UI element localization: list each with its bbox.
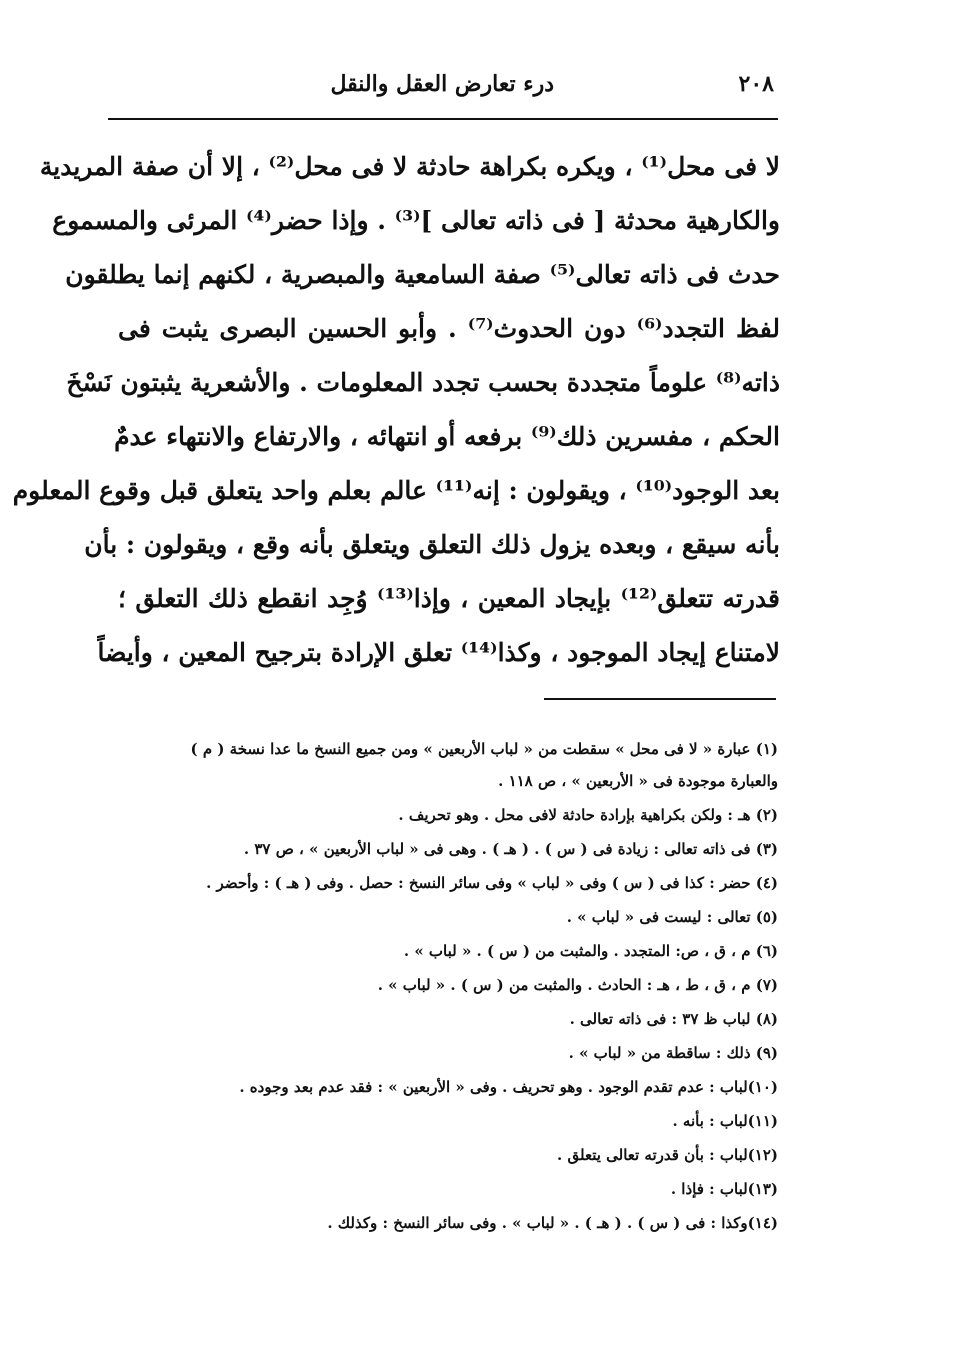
footnote-line: (٤) حضر : كذا فى ( س ) وفى « لباب » وفى سائر النسخ : حصل . وفى ( هـ ) : وأحضر . (206, 874, 778, 892)
text-line: والكارهية محدثة [ فى ذاته تعالى ]⁽³⁾ . وإذا حضر⁽⁴⁾ المرئى والمسموع (52, 206, 780, 235)
footnote-line: (١٣)لباب : فإذا . (670, 1180, 778, 1198)
footnote-line: (٧) م ، ق ، ط ، هـ : الحادث . والمثبت من ( س ) . « لباب » . (377, 976, 778, 994)
main-text (12, 140, 780, 680)
footnote-line: (١) عبارة « لا فى محل » سقطت من « لباب الأربعين » ومن جميع النسخ ما عدا نسخة ( م ) (190, 740, 778, 758)
text-line: حدث فى ذاته تعالى⁽⁵⁾ صفة السامعية والمبصرية ، لكنهم إنما يطلقون (65, 260, 780, 289)
text-line: الحكم ، مفسرين ذلك⁽⁹⁾ برفعه أو انتهائه ، والارتفاع والانتهاء عدمٌ (114, 422, 780, 451)
footnote-line: (١٠)لباب : عدم تقدم الوجود . وهو تحريف . وفى « الأربعين » : فقد عدم بعد وجوده . (239, 1078, 778, 1096)
footnotes (126, 734, 778, 1240)
footnote-rule (544, 698, 776, 700)
text-line: لامتناع إيجاد الموجود ، وكذا⁽¹⁴⁾ تعلق الإرادة بترجيح المعين ، وأيضاً (97, 638, 780, 667)
text-line: بعد الوجود⁽¹⁰⁾ ، ويقولون : إنه⁽¹¹⁾ عالم بعلم واحد يتعلق قبل وقوع المعلوم (12, 476, 780, 505)
text-line: لا فى محل⁽¹⁾ ، ويكره بكراهة حادثة لا فى محل⁽²⁾ ، إلا أن صفة المريدية (39, 152, 780, 181)
footnote-line: (١٢)لباب : بأن قدرته تعالى يتعلق . (557, 1146, 778, 1164)
footnote-line: (٣) فى ذاته تعالى : زيادة فى ( س ) . ( هـ ) . وهى فى « لباب الأربعين » ، ص ٣٧ . (243, 840, 778, 858)
text-line: قدرته تتعلق⁽¹²⁾ بإيجاد المعين ، وإذا⁽¹³⁾ وُجِد انقطع ذلك التعلق ؛ (118, 584, 780, 613)
text-line: لفظ التجدد⁽⁶⁾ دون الحدوث⁽⁷⁾ . وأبو الحسين البصرى يثبت فى (118, 314, 780, 343)
footnote-line: (٩) ذلك : ساقطة من « لباب » . (568, 1044, 778, 1062)
header-rule (108, 118, 778, 120)
footnote-line: (٥) تعالى : ليست فى « لباب » . (566, 908, 778, 926)
text-line: ذاته⁽⁸⁾ علوماً متجددة بحسب تجدد المعلومات . والأشعرية يثبتون نَسْخَ (66, 368, 780, 397)
page-number: ٢٠٨ (738, 71, 774, 97)
footnote-line: (١٤)وكذا : فى ( س ) . ( هـ ) . « لباب » . وفى سائر النسخ : وكذلك . (327, 1214, 778, 1232)
footnote-line: (٦) م ، ق ، ص: المتجدد . والمثبت من ( س ) . « لباب » . (403, 942, 778, 960)
page-header (110, 62, 774, 106)
footnote-line: (٢) هـ : ولكن بكراهية بإرادة حادثة لافى محل . وهو تحريف . (398, 806, 778, 824)
footnote-line: (٨) لباب ظ ٣٧ : فى ذاته تعالى . (569, 1010, 778, 1028)
footnote-line: والعبارة موجودة فى « الأربعين » ، ص ١١٨ . (498, 772, 778, 790)
text-line: بأنه سيقع ، وبعده يزول ذلك التعلق ويتعلق بأنه وقع ، ويقولون : بأن (84, 530, 780, 559)
footnote-line: (١١)لباب : بأنه . (672, 1112, 778, 1130)
running-title: درء تعارض العقل والنقل (330, 71, 554, 97)
